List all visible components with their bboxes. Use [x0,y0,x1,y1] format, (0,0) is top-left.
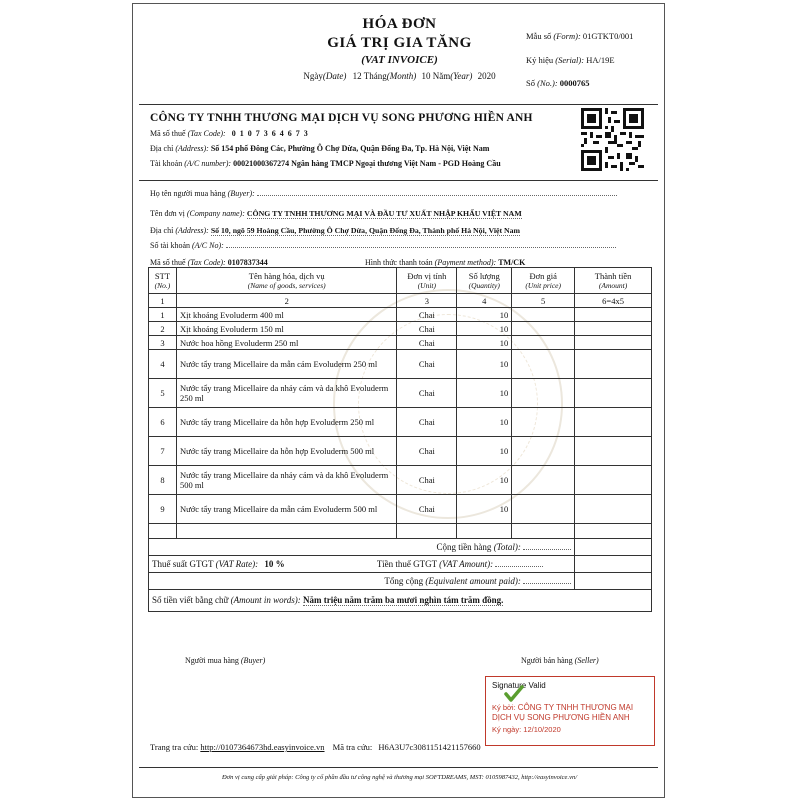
payment-method: Hình thức thanh toán (Payment method): TM/CK [365,258,538,268]
item-amount [575,308,652,322]
item-name: Nước tẩy trang Micellaire da nhảy cảm và da khô Evoluderm 500 ml [176,466,396,495]
item-name: Xịt khoáng Evoluderm 150 ml [176,322,396,336]
table-row [149,350,652,379]
item-name: Xịt khoáng Evoluderm 400 ml [176,308,396,322]
item-number: 5 [149,379,177,408]
signed-by: Ký bởi: CÔNG TY TNHH THƯƠNG MẠI DỊCH VỤ SONG PHƯƠNG HIỀN ANH [492,703,634,722]
item-number: 8 [149,466,177,495]
item-number: 1 [149,308,177,322]
item-amount [575,379,652,408]
form-number: Mẫu số (Form): 01GTKT0/001 [526,31,634,41]
lookup-link[interactable]: http://0107364673hd.easyinvoice.vn [200,742,325,752]
item-number: 7 [149,437,177,466]
item-unit-price [512,322,575,336]
invoice-title-en: (VAT INVOICE) [361,54,438,66]
item-unit: Chai [397,379,457,408]
item-name: Nước tẩy trang Micellaire da hỗn hợp Evoluderm 500 ml [176,437,396,466]
footer-provider: Đơn vị cung cấp giải pháp: Công ty cổ phần đầu tư công nghệ và thương mại SOFTDREAMS, MST: 0105987432, http://easyinvoice.vn/ [221,774,578,781]
column-header: Tên hàng hóa, dịch vụ (Name of goods, services) [176,268,396,294]
buyer-signature-label: Người mua hàng (Buyer) [185,656,266,665]
vat-row: Thuế suất GTGT (VAT Rate): 10 % Tiền thuế GTGT (VAT Amount): [149,556,652,573]
signed-date: Ký ngày: 12/10/2020 [492,725,561,734]
item-number: 6 [149,408,177,437]
item-unit-price [512,336,575,350]
serial-number: Ký hiệu (Serial): HA/19E [526,55,615,65]
table-row [149,408,652,437]
item-unit: Chai [397,322,457,336]
invoice-number: Số (No.): 0000765 [526,78,590,88]
grand-total-row: Tổng cộng (Equivalent amount paid): [149,573,652,590]
table-row [149,495,652,524]
qr-code [581,108,644,171]
item-unit: Chai [397,350,457,379]
seller-address: Địa chỉ (Address): Số 154 phố Đông Các, Phường Ô Chợ Dừa, Quận Đống Đa, Tp. Hà Nội, Việt Nam [150,144,490,153]
item-quantity: 10 [457,336,512,350]
buyer-address: Địa chỉ (Address): Số 10, ngõ 59 Hoàng Cầu, Phường Ô Chợ Dừa, Quận Đống Đa, Thành phố Hà Nội, Việt Nam [150,226,521,235]
item-amount [575,495,652,524]
invoice-title-block [133,16,666,81]
item-unit: Chai [397,336,457,350]
table-row [149,437,652,466]
item-unit-price [512,495,575,524]
checkmark-icon [504,685,524,703]
item-unit: Chai [397,408,457,437]
item-unit-price [512,437,575,466]
item-unit: Chai [397,308,457,322]
item-name: Nước tẩy trang Micellaire da hỗn hợp Evoluderm 250 ml [176,408,396,437]
subtotal-row: Cộng tiền hàng (Total): [149,539,652,556]
lookup-line: Trang tra cứu: http://0107364673hd.easyinvoice.vn Mã tra cứu: H6A3U7c3081151421157660 [150,742,481,752]
buyer-name: Họ tên người mua hàng (Buyer): [150,189,617,198]
amount-in-words-row: Số tiền viết bằng chữ (Amount in words): Năm triệu năm trăm ba mươi nghìn tám trăm đồng. [149,590,652,612]
invoice-page [132,3,665,798]
signature-valid-text: Signature Valid [492,681,546,690]
item-name: Nước tẩy trang Micellaire da mẫn cảm Evoluderm 250 ml [176,350,396,379]
item-number: 3 [149,336,177,350]
table-row [149,322,652,336]
empty-row [149,524,652,539]
seller-account: Tài khoản (A/C number): 00021000367274 Ngân hàng TMCP Ngoại thương Việt Nam - PGD Hoàng Cầu [150,159,501,168]
item-amount [575,408,652,437]
divider [139,767,658,768]
item-unit-price [512,408,575,437]
invoice-title: HÓA ĐƠN [362,16,437,32]
item-quantity: 10 [457,466,512,495]
item-amount [575,466,652,495]
item-name: Nước tẩy trang Micellaire da mẫn cảm Evoluderm 500 ml [176,495,396,524]
item-quantity: 10 [457,308,512,322]
item-amount [575,350,652,379]
digital-signature-box [485,676,655,746]
items-table [148,267,652,612]
divider [139,104,658,105]
item-unit: Chai [397,495,457,524]
invoice-subtitle: GIÁ TRỊ GIA TĂNG [327,35,472,51]
item-number: 9 [149,495,177,524]
item-unit-price [512,308,575,322]
column-index-row: 1 2 3 4 5 6=4x5 [149,294,652,308]
vat-amount-value [575,556,652,573]
lookup-code: H6A3U7c3081151421157660 [378,742,481,752]
grand-total-value [575,573,652,590]
item-amount [575,336,652,350]
column-header: Thành tiền (Amount) [575,268,652,294]
item-name: Nước hoa hồng Evoluderm 250 ml [176,336,396,350]
item-unit-price [512,379,575,408]
item-quantity: 10 [457,379,512,408]
table-header-row [149,268,652,294]
column-header: Đơn giá (Unit price) [512,268,575,294]
seller-block [150,111,533,171]
item-number: 4 [149,350,177,379]
table-row [149,336,652,350]
table-row [149,466,652,495]
item-quantity: 10 [457,350,512,379]
item-unit: Chai [397,466,457,495]
item-name: Nước tẩy trang Micellaire da nhảy cảm và da khô Evoluderm 250 ml [176,379,396,408]
column-header: STT (No.) [149,268,177,294]
column-header: Đơn vị tính (Unit) [397,268,457,294]
table-row [149,308,652,322]
buyer-account: Số tài khoản (A/C No): [150,241,616,250]
item-quantity: 10 [457,437,512,466]
item-number: 2 [149,322,177,336]
buyer-company: Tên đơn vị (Company name): CÔNG TY TNHH THƯƠNG MẠI VÀ ĐẦU TƯ XUẤT NHẬP KHẨU VIỆT NAM [150,209,522,218]
item-quantity: 10 [457,408,512,437]
divider [139,180,658,181]
seller-signature-label: Người bán hàng (Seller) [521,656,599,665]
column-header: Số lượng (Quantity) [457,268,512,294]
buyer-tax-code: Mã số thuế (Tax Code): 0107837344 [150,258,320,268]
table-row [149,379,652,408]
item-quantity: 10 [457,322,512,336]
item-unit-price [512,350,575,379]
seller-name: CÔNG TY TNHH THƯƠNG MẠI DỊCH VỤ SONG PHƯƠNG HIỀN ANH [150,112,533,124]
subtotal-value [575,539,652,556]
item-amount [575,437,652,466]
seller-tax-code: Mã số thuế (Tax Code): 0 1 0 7 3 6 4 6 7 3 [150,129,309,138]
invoice-date: Ngày(Date) 12 Tháng(Month) 10 Năm(Year) 2020 [303,71,496,81]
item-amount [575,322,652,336]
item-quantity: 10 [457,495,512,524]
item-unit: Chai [397,437,457,466]
item-unit-price [512,466,575,495]
